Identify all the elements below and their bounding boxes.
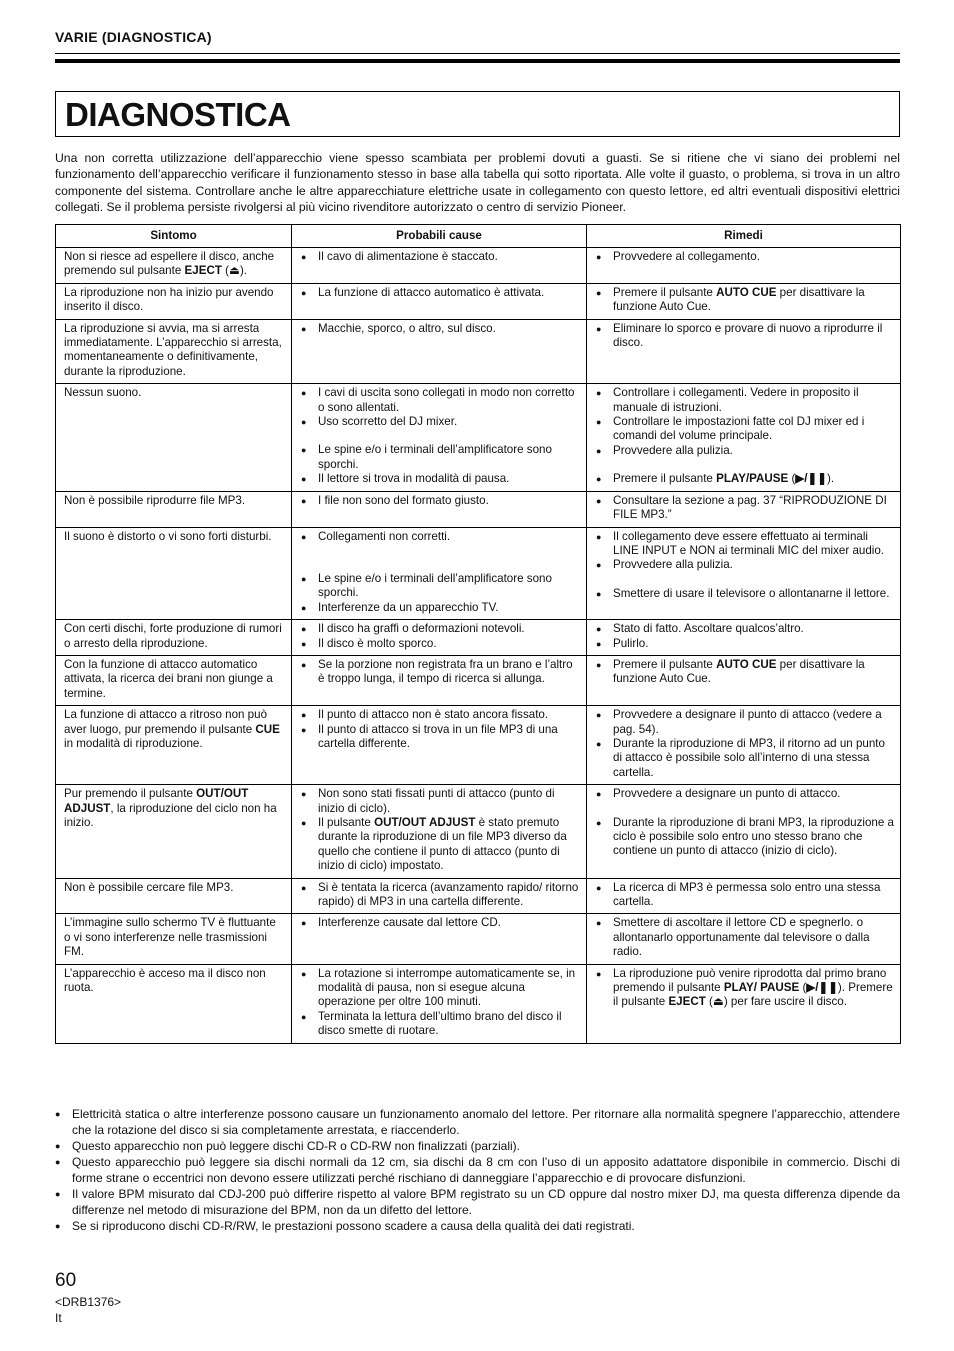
remedy-cell-list [595, 286, 894, 315]
remedy-cell [587, 620, 901, 656]
cause-item: ● Il pulsante OUT/OUT ADJUST è stato premuto durante la riproduzione di un file MP3 diverso da quello che contiene il punto di attacco (punto di inizio di ciclo) impostato. [300, 816, 580, 874]
cause-item: ● Il punto di attacco non è stato ancora fissato. [300, 708, 580, 722]
cause-item: ● Il punto di attacco si trova in un file MP3 di una cartella differente. [300, 723, 580, 752]
remedy-item: ● Durante la riproduzione di brani MP3, la riproduzione a ciclo è possibile solo entro uno stesso brano che contiene un punto di attacco (inizio di ciclo). [595, 816, 894, 859]
remedy-item: ● Pulirlo. [595, 637, 894, 651]
table-header-row [56, 225, 901, 248]
note-item: ● Questo apparecchio può leggere sia dischi normali da 12 cm, sia dischi da 8 cm con l’uso di un apposito adattatore disponibile in commercio. Dischi di forme strane o eccentrici non devono essere utilizzati perché rischiano di danneggiare l’apparecchio e di provocare disfunzioni. [55, 1154, 900, 1186]
symptom-cell: Pur premendo il pulsante OUT/OUT ADJUST, la riproduzione del ciclo non ha inizio. [56, 785, 292, 878]
symptom-cell: Nessun suono. [56, 384, 292, 491]
remedy-item: ● Smettere di ascoltare il lettore CD e spegnerlo. o allontanarlo opportunamente dal televisore o dalla radio. [595, 916, 894, 959]
remedy-cell-list [595, 708, 894, 780]
cause-cell-list [300, 916, 580, 930]
note-item: ● Elettricità statica o altre interferenze possono causare un funzionamento anomalo del lettore. Per ritornare alla normalità spegnere l’apparecchio, attendere che la rotazione del disco si sia completamente arrestata, e riaccenderlo. [55, 1106, 900, 1138]
cause-cell [292, 914, 587, 964]
cause-cell-list [300, 494, 580, 508]
cause-cell [292, 706, 587, 785]
note-item: ● Il valore BPM misurato dal CDJ-200 può differire rispetto al valore BPM registrato su un CD oppure dal nostro mixer DJ, ma questa differenza dipende da differenze nel metodo di misurazione del BPM, non da un difetto del lettore. [55, 1186, 900, 1218]
remedy-cell [587, 655, 901, 705]
cause-item: ● Il disco è molto sporco. [300, 637, 580, 651]
table-row [56, 914, 901, 964]
cause-cell [292, 878, 587, 914]
table-row [56, 878, 901, 914]
cause-cell [292, 655, 587, 705]
cause-cell-list [300, 386, 580, 486]
table-row [56, 384, 901, 491]
remedy-item: ● Eliminare lo sporco e provare di nuovo a riprodurre il disco. [595, 322, 894, 351]
cause-cell-list [300, 530, 580, 616]
header-rule-thick [55, 59, 900, 63]
cause-cell-list [300, 250, 580, 264]
title-box [55, 91, 900, 137]
remedy-item: ● Premere il pulsante AUTO CUE per disattivare la funzione Auto Cue. [595, 286, 894, 315]
cause-cell [292, 785, 587, 878]
remedy-cell-list [595, 622, 894, 651]
remedy-item: ● Durante la riproduzione di MP3, il ritorno ad un punto di attacco è possibile solo all’interno di una stessa cartella. [595, 737, 894, 780]
remedy-cell [587, 283, 901, 319]
table-row [56, 319, 901, 384]
remedy-cell [587, 914, 901, 964]
symptom-cell: Con certi dischi, forte produzione di rumori o arresto della riproduzione. [56, 620, 292, 656]
table-row [56, 283, 901, 319]
remedy-cell [587, 319, 901, 384]
column-header-causes: Probabili cause [292, 225, 587, 248]
page-number: 60 [55, 1270, 77, 1291]
cause-cell [292, 964, 587, 1043]
remedy-cell-list [595, 530, 894, 602]
remedy-cell [587, 878, 901, 914]
cause-item: ● Il lettore si trova in modalità di pausa. [300, 472, 580, 486]
cause-item: ● Il disco ha graffi o deformazioni notevoli. [300, 622, 580, 636]
remedy-item: ● Consultare la sezione a pag. 37 “RIPRODUZIONE DI FILE MP3.” [595, 494, 894, 523]
cause-cell-list [300, 658, 580, 687]
remedy-cell-list [595, 250, 894, 264]
column-header-symptom: Sintomo [56, 225, 292, 248]
cause-cell [292, 283, 587, 319]
remedy-item: ● Controllare le impostazioni fatte col DJ mixer ed i comandi del volume principale. [595, 415, 894, 444]
remedy-item: ● Premere il pulsante PLAY/PAUSE (▶/❚❚). [595, 472, 894, 486]
symptom-cell: Il suono è distorto o vi sono forti disturbi. [56, 527, 292, 620]
remedy-item: ● Provvedere alla pulizia. [595, 444, 894, 458]
table-row [56, 620, 901, 656]
notes-list [55, 1106, 900, 1234]
cause-item: ● Si è tentata la ricerca (avanzamento rapido/ ritorno rapido) di MP3 in una cartella differente. [300, 881, 580, 910]
remedy-item: ● Provvedere a designare un punto di attacco. [595, 787, 894, 801]
table-row [56, 491, 901, 527]
cause-item: ● Se la porzione non registrata fra un brano e l’altro è troppo lunga, il tempo di ricerca si allunga. [300, 658, 580, 687]
remedy-cell-list [595, 322, 894, 351]
cause-item: ● La funzione di attacco automatico è attivata. [300, 286, 580, 300]
remedy-item: ● Premere il pulsante AUTO CUE per disattivare la funzione Auto Cue. [595, 658, 894, 687]
cause-item: ● Le spine e/o i terminali dell’amplificatore sono sporchi. [300, 572, 580, 601]
symptom-cell: Con la funzione di attacco automatico attivata, la ricerca dei brani non giunge a termine. [56, 655, 292, 705]
cause-item: ● Interferenze causate dal lettore CD. [300, 916, 580, 930]
cause-item: ● Macchie, sporco, o altro, sul disco. [300, 322, 580, 336]
cause-item: ● Non sono stati fissati punti di attacco (punto di inizio di ciclo). [300, 787, 580, 816]
remedy-item: ● Provvedere alla pulizia. [595, 558, 894, 572]
table-row [56, 785, 901, 878]
table-row [56, 527, 901, 620]
remedy-cell-list [595, 658, 894, 687]
remedy-item: ● Smettere di usare il televisore o allontanarne il lettore. [595, 587, 894, 601]
cause-item: ● Le spine e/o i terminali dell’amplificatore sono sporchi. [300, 443, 580, 472]
remedy-cell [587, 785, 901, 878]
table-row [56, 655, 901, 705]
cause-cell-list [300, 622, 580, 651]
remedy-item: ● Provvedere al collegamento. [595, 250, 894, 264]
cause-cell-list [300, 881, 580, 910]
section-header: VARIE (DIAGNOSTICA) [55, 29, 212, 45]
remedy-cell-list [595, 967, 894, 1010]
symptom-cell: L’immagine sullo schermo TV è fluttuante o vi sono interferenze nelle trasmissioni FM. [56, 914, 292, 964]
remedy-item: ● Controllare i collegamenti. Vedere in proposito il manuale di istruzioni. [595, 386, 894, 415]
cause-cell [292, 319, 587, 384]
cause-cell [292, 620, 587, 656]
cause-cell-list [300, 967, 580, 1039]
symptom-cell: La riproduzione non ha inizio pur avendo inserito il disco. [56, 283, 292, 319]
symptom-cell: L’apparecchio è acceso ma il disco non ruota. [56, 964, 292, 1043]
column-header-remedies: Rimedi [587, 225, 901, 248]
remedy-cell-list [595, 881, 894, 910]
remedy-cell [587, 491, 901, 527]
remedy-item: ● Il collegamento deve essere effettuato ai terminali LINE INPUT e NON ai terminali MIC del mixer audio. [595, 530, 894, 559]
remedy-cell-list [595, 787, 894, 859]
table-row [56, 248, 901, 284]
intro-paragraph: Una non corretta utilizzazione dell’apparecchio viene spesso scambiata per problemi dovuti a guasti. Se si ritiene che vi siano dei problemi nel funzionamento dell’apparecchio verificare il funzionamento stesso in base alla tabella qui sotto riportata. Alle volte il guasto, o problema, si trova in un altro componente del sistema. Controllare anche le altre apparecchiature elettriche usate in collegamento con questo lettore, ed altri eventuali dispositivi elettrici collegati. Se il problema persiste rivolgersi al più vicino rivenditore autorizzato o centro di servizio Pioneer. [55, 151, 900, 215]
page-title: DIAGNOSTICA [65, 96, 291, 133]
cause-cell [292, 384, 587, 491]
note-item: ● Questo apparecchio non può leggere dischi CD-R o CD-RW non finalizzati (parziali). [55, 1138, 900, 1154]
remedy-item: ● Provvedere a designare il punto di attacco (vedere a pag. 54). [595, 708, 894, 737]
cause-item: ● Uso scorretto del DJ mixer. [300, 415, 580, 429]
remedy-cell-list [595, 494, 894, 523]
symptom-cell: La funzione di attacco a ritroso non può aver luogo, pur premendo il pulsante CUE in modalità di riproduzione. [56, 706, 292, 785]
table-row [56, 964, 901, 1043]
cause-cell-list [300, 286, 580, 300]
cause-cell [292, 527, 587, 620]
cause-cell-list [300, 322, 580, 336]
symptom-cell: Non è possibile cercare file MP3. [56, 878, 292, 914]
note-item: ● Se si riproducono dischi CD-R/RW, le prestazioni possono scadere a causa della qualità dei dati registrati. [55, 1218, 900, 1234]
symptom-cell: Non è possibile riprodurre file MP3. [56, 491, 292, 527]
cause-item: ● Terminata la lettura dell’ultimo brano del disco il disco smette di ruotare. [300, 1010, 580, 1039]
cause-item: ● La rotazione si interrompe automaticamente se, in modalità di pausa, non si esegue alcuna operazione per oltre 100 minuti. [300, 967, 580, 1010]
symptom-cell: La riproduzione si avvia, ma si arresta immediatamente. L’apparecchio si arresta, momentaneamente o definitivamente, durante la riproduzione. [56, 319, 292, 384]
symptom-cell: Non si riesce ad espellere il disco, anche premendo sul pulsante EJECT (⏏). [56, 248, 292, 284]
document-code: <DRB1376> [55, 1295, 122, 1309]
remedy-cell [587, 527, 901, 620]
remedy-item: ● La riproduzione può venire riprodotta dal primo brano premendo il pulsante PLAY/ PAUSE (▶/❚❚). Premere il pulsante EJECT (⏏) per fare uscire il disco. [595, 967, 894, 1010]
remedy-cell [587, 706, 901, 785]
table-row [56, 706, 901, 785]
remedy-item: ● La ricerca di MP3 è permessa solo entro una stessa cartella. [595, 881, 894, 910]
troubleshooting-table [55, 224, 901, 1044]
cause-item: ● Collegamenti non corretti. [300, 530, 580, 544]
table-body [56, 248, 901, 1044]
language-code: It [55, 1311, 62, 1325]
remedy-cell [587, 248, 901, 284]
remedy-cell [587, 964, 901, 1043]
remedy-cell [587, 384, 901, 491]
remedy-cell-list [595, 386, 894, 486]
cause-cell-list [300, 708, 580, 751]
remedy-cell-list [595, 916, 894, 959]
cause-cell [292, 248, 587, 284]
cause-item: ● I cavi di uscita sono collegati in modo non corretto o sono allentati. [300, 386, 580, 415]
cause-cell-list [300, 787, 580, 873]
remedy-item: ● Stato di fatto. Ascoltare qualcos’altro. [595, 622, 894, 636]
cause-cell [292, 491, 587, 527]
cause-item: ● Interferenze da un apparecchio TV. [300, 601, 580, 615]
cause-item: ● Il cavo di alimentazione è staccato. [300, 250, 580, 264]
header-rule-thin [55, 53, 900, 54]
cause-item: ● I file non sono del formato giusto. [300, 494, 580, 508]
